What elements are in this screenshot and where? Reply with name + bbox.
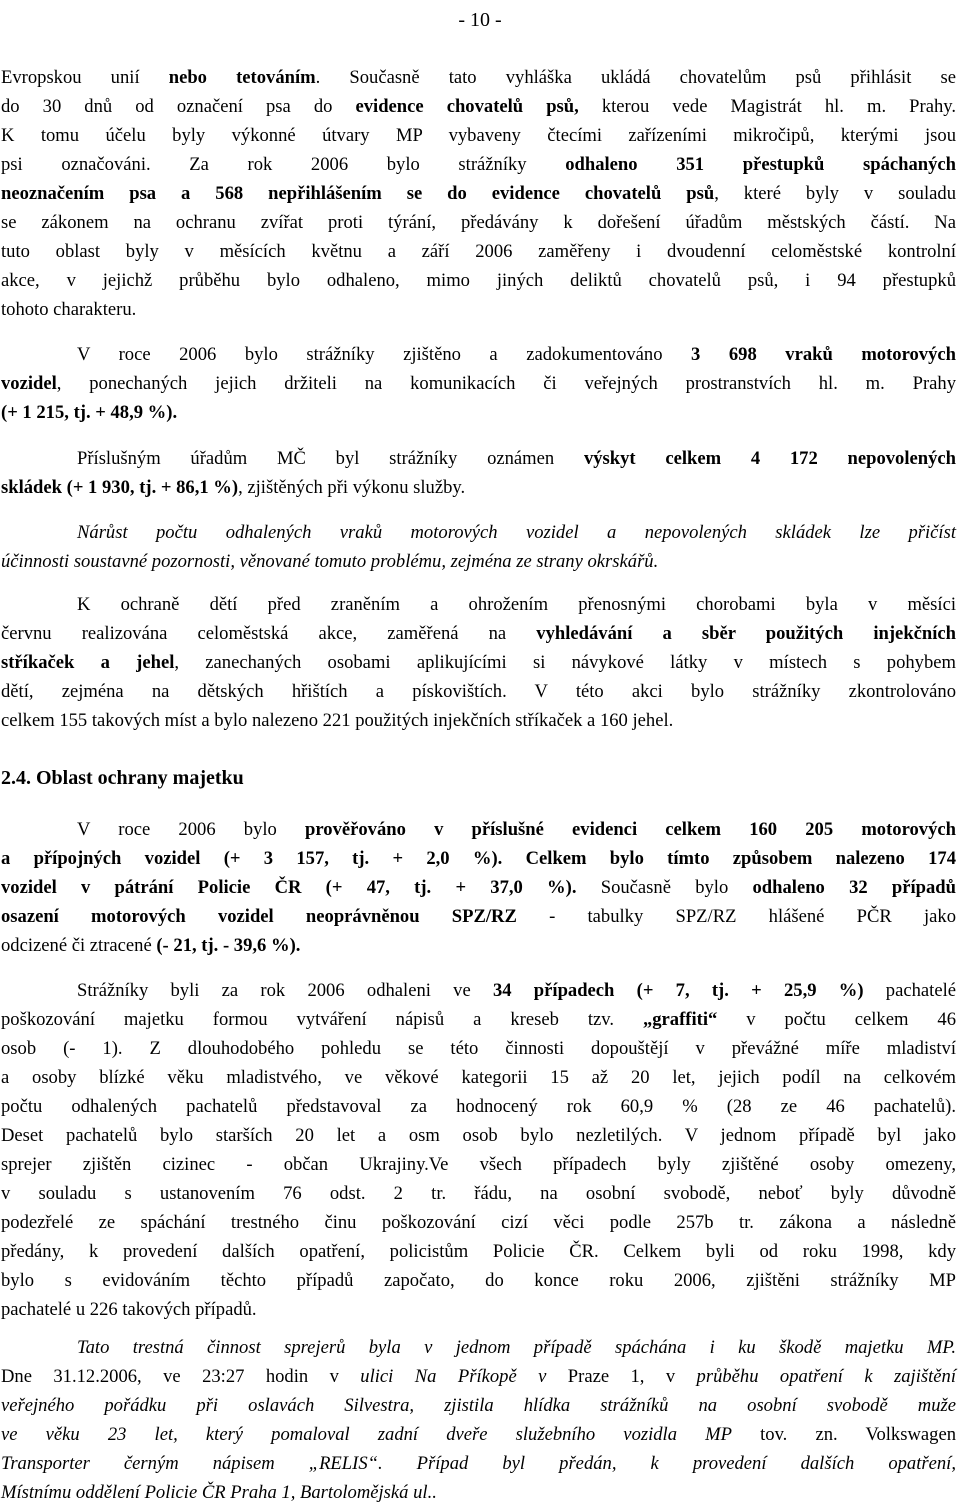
bold-text: stříkaček a jehel <box>1 652 175 673</box>
text-line <box>1 547 956 576</box>
italic-text: veřejného pořádku při oslavách Silvestra, zjistila hlídka strážníků na osobní svobodě muže <box>1 1395 956 1416</box>
bold-text: 3 698 vraků motorových <box>691 344 956 365</box>
text-line <box>1 208 956 237</box>
bold-text: neoznačením psa a 568 nepřihlášením se do evidence chovatelů psů <box>1 183 715 204</box>
bold-text: výskyt celkem 4 172 nepovolených <box>583 448 957 469</box>
text-run: a osoby blízké věku mladistvého, ve věkové kategorii 15 až 20 let, jejich podíl na celkovém <box>1 1067 956 1088</box>
text-line <box>1 1150 956 1179</box>
text-line <box>1 902 956 931</box>
text-line <box>1 1005 956 1034</box>
text-line <box>1 398 956 427</box>
text-run: tohoto charakteru. <box>1 299 137 320</box>
text-line <box>1 1420 956 1449</box>
text-run: tuto oblast byly v měsících květnu a září 2006 zaměřeny i dvoudenní celoměstské kontrolní <box>1 241 956 262</box>
text-run: K tomu účelu byly výkonné útvary MP vybaveny čtecími zařízeními mikročipů, kterými jsou <box>1 125 956 146</box>
text-line <box>1 444 956 473</box>
text-run: V roce 2006 bylo <box>77 819 306 840</box>
bold-text: vozidel <box>1 373 57 394</box>
text-run: Dne 31.12.2006, ve 23:27 hodin v <box>1 1366 361 1387</box>
text-line <box>1 1121 956 1150</box>
text-line <box>1 1034 956 1063</box>
italic-text: Tato trestná činnost sprejerů byla v jednom případě spáchána i ku škodě majetku MP. <box>77 1337 956 1358</box>
text-line <box>1 1208 956 1237</box>
text-run: kterou vede Magistrát hl. m. Prahy. <box>578 96 956 117</box>
text-line <box>1 873 956 902</box>
text-line <box>1 63 956 92</box>
text-run: pachatelé <box>863 980 956 1001</box>
text-run: sprejer zjištěn cizinec - občan Ukrajiny.Ve všech případech byly zjištěné osoby omezeny, <box>1 1154 956 1175</box>
text-line <box>1 340 956 369</box>
text-run: , ponechaných jejich držiteli na komunikacích či veřejných prostranstvích hl. m. Prahy <box>56 373 956 394</box>
italic-text: ulici Na Příkopě v <box>360 1366 547 1387</box>
text-line <box>1 92 956 121</box>
text-run: červnu realizována celoměstská akce, zaměřená na <box>1 623 537 644</box>
text-line <box>1 179 956 208</box>
italic-text: Transporter černým nápisem „RELIS“. Případ byl předán, k provedení dalších opatření, <box>1 1453 956 1474</box>
text-line <box>1 844 956 873</box>
text-run: akce, v jejichž průběhu bylo odhaleno, mimo jiných deliktů chovatelů psů, i 94 přestupků <box>1 270 956 291</box>
text-run: podezřelé ze spáchání trestného činu poškozování cizí věci podle 257b tr. zákona a následně <box>1 1212 956 1233</box>
text-line <box>1 1063 956 1092</box>
text-run: psi označováni. Za rok 2006 bylo strážníky <box>1 154 566 175</box>
text-line <box>1 1179 956 1208</box>
text-run: Současně bylo <box>576 877 753 898</box>
text-line <box>1 931 956 960</box>
bold-text: vozidel v pátrání Policie ČR (+ 47, tj. + 37,0 %). <box>1 877 577 898</box>
text-line <box>1 976 956 1005</box>
text-run: V roce 2006 bylo strážníky zjištěno a zadokumentováno <box>77 344 692 365</box>
bold-text: osazení motorových vozidel neoprávněnou SPZ/RZ <box>1 906 517 927</box>
text-line <box>1 1333 956 1362</box>
text-run: pachatelé u 226 takových případů. <box>1 1299 257 1320</box>
bold-text: evidence chovatelů psů, <box>355 96 579 117</box>
text-line <box>1 237 956 266</box>
text-line <box>1 150 956 179</box>
bold-text: skládek (+ 1 930, tj. + 86,1 %) <box>1 477 239 498</box>
bold-text: vyhledávání a sběr použitých injekčních <box>536 623 957 644</box>
italic-text: průběhu opatření k zajištění <box>696 1366 956 1387</box>
text-line <box>1 619 956 648</box>
text-run: celkem 155 takových míst a bylo nalezeno 221 použitých injekčních stříkaček a 160 jehel. <box>1 710 674 731</box>
italic-text: účinnosti soustavné pozornosti, věnované tomuto problému, zejména ze strany okrskářů. <box>1 551 659 572</box>
page-number: - 10 - <box>458 9 502 31</box>
text-line <box>1 266 956 295</box>
italic-text: Místnímu oddělení Policie ČR Praha 1, Bartolomějská ul.. <box>1 1482 437 1503</box>
bold-text: „graffiti“ <box>642 1009 718 1030</box>
text-run: osob (- 1). Z dlouhodobého pohledu se této činnosti dopouštějí v převážné míře mladiství <box>1 1038 956 1059</box>
bold-text: nebo tetováním <box>168 67 316 88</box>
text-run: Příslušným úřadům MČ byl strážníky oznámen <box>77 448 584 469</box>
text-run: do 30 dnů od označení psa do <box>1 96 356 117</box>
text-run: v souladu s ustanovením 76 odst. 2 tr. řádu, na osobní svobodě, neboť byly důvodně <box>1 1183 956 1204</box>
text-line <box>1 295 956 324</box>
text-run: v počtu celkem 46 <box>717 1009 956 1030</box>
text-run: Praze 1, v <box>546 1366 697 1387</box>
text-line <box>1 590 956 619</box>
bold-text: (- 21, tj. - 39,6 %). <box>156 935 301 956</box>
text-run: Evropskou unií <box>1 67 169 88</box>
text-line <box>1 121 956 150</box>
text-run: bylo s evidováním těchto případů započato, do konce roku 2006, zjištěni strážníky MP <box>1 1270 956 1291</box>
text-line <box>1 1266 956 1295</box>
bold-text: prověřováno v příslušné evidenci celkem 160 205 motorových <box>305 819 956 840</box>
text-line <box>1 815 956 844</box>
bold-text: (+ 1 215, tj. + 48,9 %). <box>1 402 178 423</box>
text-run: - tabulky SPZ/RZ hlášené PČR jako <box>516 906 956 927</box>
italic-text: ve věku 23 let, který pomaloval zadní dveře služebního vozidla MP <box>1 1424 732 1445</box>
italic-text: Nárůst počtu odhalených vraků motorových vozidel a nepovolených skládek lze přičíst <box>77 522 956 543</box>
text-run: Strážníky byli za rok 2006 odhaleni ve <box>77 980 493 1001</box>
text-run: tov. zn. Volkswagen <box>732 1424 956 1445</box>
section-heading: 2.4. Oblast ochrany majetku <box>1 767 244 789</box>
text-run: se zákonem na ochranu zvířat proti týrání, předávány k dořešení úřadům městských částí. Na <box>1 212 956 233</box>
text-line <box>1 1391 956 1420</box>
bold-text: 34 případech (+ 7, tj. + 25,9 %) <box>492 980 864 1001</box>
text-line <box>1 1237 956 1266</box>
text-run: Deset pachatelů bylo starších 20 let a osm osob bylo nezletilých. V jednom případě byl jako <box>1 1125 956 1146</box>
text-line <box>1 1295 956 1324</box>
text-run: odcizené či ztracené <box>1 935 157 956</box>
text-run: , zjištěných při výkonu služby. <box>238 477 466 498</box>
text-line <box>1 648 956 677</box>
text-line <box>1 1092 956 1121</box>
text-line <box>1 1478 956 1507</box>
text-line <box>1 1449 956 1478</box>
text-line <box>1 518 956 547</box>
text-run: poškozování majetku formou vytváření nápisů a kreseb tzv. <box>1 1009 643 1030</box>
text-run: počtu odhalených pachatelů představoval za hodnocený rok 60,9 % (28 ze 46 pachatelů). <box>1 1096 956 1117</box>
text-run: předány, k provedení dalších opatření, policistům Policie ČR. Celkem byli od roku 1998, kdy <box>1 1241 956 1262</box>
text-line <box>1 706 956 735</box>
text-line <box>1 1362 956 1391</box>
text-line <box>1 473 956 502</box>
bold-text: a přípojných vozidel (+ 3 157, tj. + 2,0 %). Celkem bylo tímto způsobem nalezeno 174 <box>1 848 956 869</box>
text-line <box>1 369 956 398</box>
text-run: dětí, zejména na dětských hřištích a pískovištích. V této akci bylo strážníky zkontrolováno <box>1 681 956 702</box>
bold-text: odhaleno 351 přestupků spáchaných <box>565 154 956 175</box>
text-line <box>1 677 956 706</box>
text-run: K ochraně dětí před zraněním a ohrožením přenosnými chorobami byla v měsíci <box>77 594 956 615</box>
text-run: , které byly v souladu <box>714 183 956 204</box>
text-run: . Současně tato vyhláška ukládá chovatelům psů přihlásit se <box>315 67 956 88</box>
bold-text: odhaleno 32 případů <box>752 877 956 898</box>
text-run: , zanechaných osobami aplikujícími si návykové látky v místech s pohybem <box>174 652 956 673</box>
